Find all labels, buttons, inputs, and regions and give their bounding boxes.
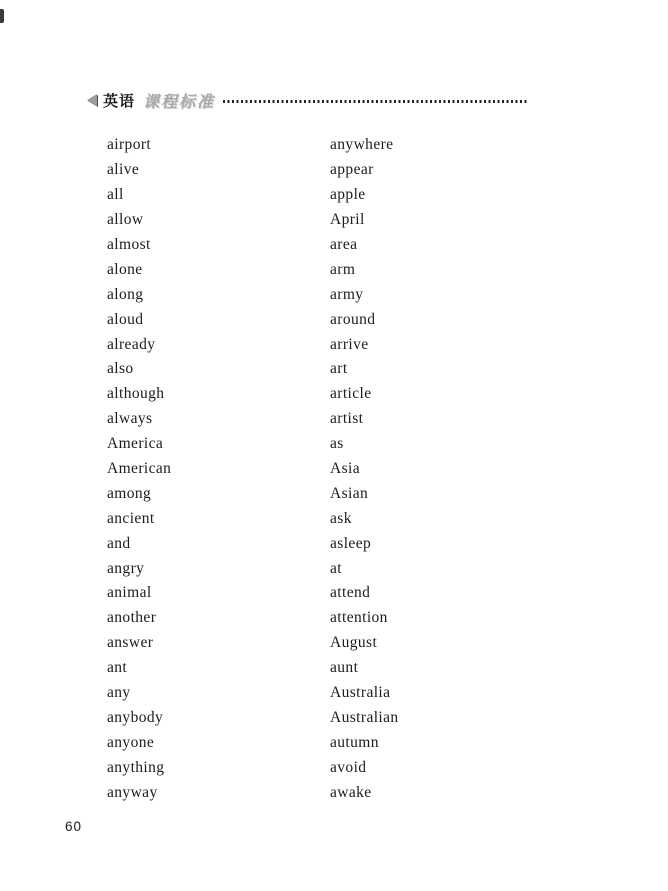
word-left: although: [107, 385, 165, 403]
word-left: all: [107, 186, 124, 204]
word-left: anybody: [107, 708, 164, 726]
word-row: [0, 531, 668, 556]
word-row: [0, 208, 668, 233]
word-right: arrive: [330, 335, 369, 353]
word-row: [0, 332, 668, 357]
word-row: [0, 606, 668, 631]
word-right: awake: [330, 783, 372, 801]
word-row: [0, 755, 668, 780]
word-right: at: [330, 559, 342, 577]
vocabulary-list: [0, 133, 668, 805]
series-title: 英语: [103, 92, 136, 110]
word-right: attention: [330, 609, 388, 627]
word-left: already: [107, 335, 156, 353]
word-row: [0, 780, 668, 805]
word-right: appear: [330, 161, 374, 179]
word-row: [0, 357, 668, 382]
word-left: another: [107, 609, 157, 627]
word-right: as: [330, 435, 344, 453]
word-row: [0, 133, 668, 158]
word-left: ancient: [107, 509, 155, 527]
word-left: among: [107, 484, 152, 502]
word-right: article: [330, 385, 372, 403]
word-left: anyway: [107, 783, 158, 801]
word-row: [0, 233, 668, 258]
word-left: and: [107, 534, 131, 552]
word-right: ask: [330, 509, 352, 527]
word-right: artist: [330, 410, 364, 428]
word-row: [0, 382, 668, 407]
word-right: April: [330, 211, 365, 229]
word-left: alive: [107, 161, 140, 179]
word-row: [0, 158, 668, 183]
word-left: answer: [107, 634, 154, 652]
word-right: Australia: [330, 684, 391, 702]
word-right: around: [330, 310, 376, 328]
word-left: any: [107, 684, 131, 702]
word-right: anywhere: [330, 136, 394, 154]
word-left: aloud: [107, 310, 144, 328]
word-row: [0, 282, 668, 307]
word-row: [0, 581, 668, 606]
word-row: [0, 730, 668, 755]
word-row: [0, 307, 668, 332]
word-right: asleep: [330, 534, 372, 552]
word-left: allow: [107, 211, 144, 229]
dotted-leader-line: [223, 100, 527, 103]
word-row: [0, 656, 668, 681]
word-right: apple: [330, 186, 366, 204]
word-left: alone: [107, 260, 143, 278]
word-row: [0, 506, 668, 531]
word-row: [0, 183, 668, 208]
page-number: 60: [65, 819, 83, 834]
word-right: art: [330, 360, 348, 378]
scan-edge-artifact: [0, 9, 4, 23]
word-right: Australian: [330, 708, 399, 726]
word-row: [0, 705, 668, 730]
word-row: [0, 556, 668, 581]
word-left: American: [107, 460, 172, 478]
word-right: Asia: [330, 460, 361, 478]
word-row: [0, 631, 668, 656]
word-left: animal: [107, 584, 152, 602]
word-right: aunt: [330, 659, 359, 677]
book-title: 课程标准: [143, 93, 216, 111]
word-left: ant: [107, 659, 128, 677]
word-left: anything: [107, 758, 165, 776]
word-right: area: [330, 236, 358, 253]
word-left: along: [107, 285, 144, 303]
word-right: arm: [330, 260, 356, 278]
word-right: attend: [330, 584, 371, 602]
word-left: almost: [107, 236, 151, 253]
word-right: army: [330, 285, 364, 303]
word-right: August: [330, 634, 378, 652]
word-row: [0, 681, 668, 706]
word-right: avoid: [330, 758, 367, 776]
word-right: autumn: [330, 733, 379, 751]
word-left: anyone: [107, 733, 155, 751]
word-left: angry: [107, 559, 145, 577]
word-row: [0, 457, 668, 482]
word-left: always: [107, 410, 153, 428]
page-header: [87, 90, 527, 110]
left-triangle-icon: [87, 94, 97, 106]
word-row: [0, 481, 668, 506]
word-right: Asian: [330, 484, 369, 502]
word-left: airport: [107, 136, 152, 154]
word-row: [0, 432, 668, 457]
word-left: America: [107, 435, 164, 453]
word-left: also: [107, 360, 134, 378]
word-row: [0, 257, 668, 282]
word-row: [0, 407, 668, 432]
